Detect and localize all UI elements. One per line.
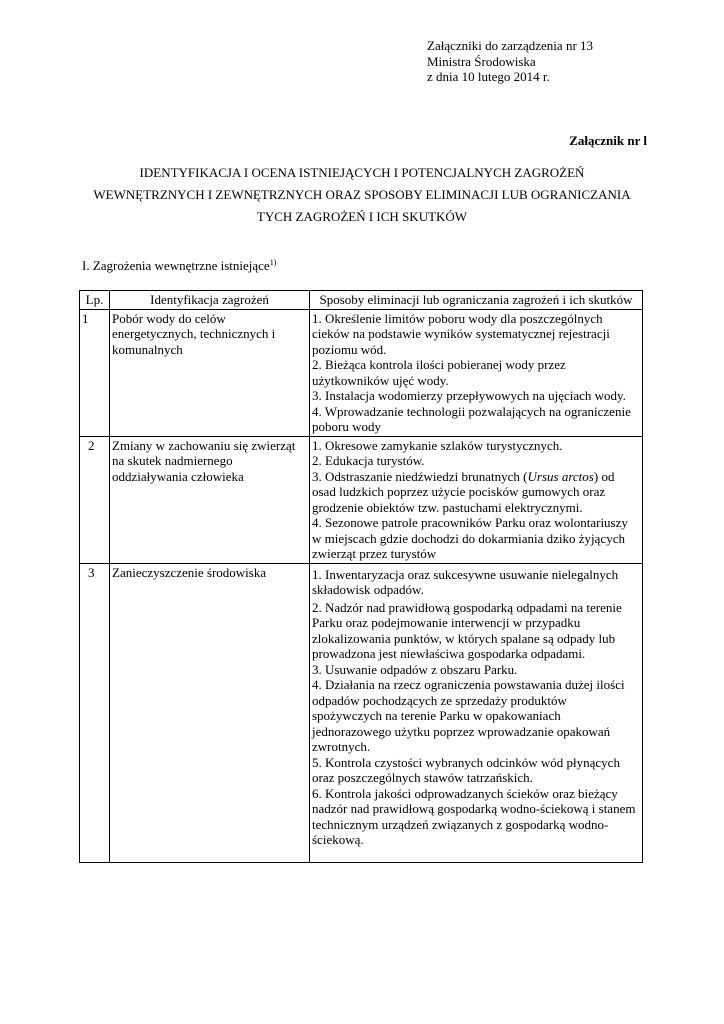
table-row <box>80 436 643 563</box>
measure-item: 4. Działania na rzecz ograniczenia powstawania dużej ilości odpadów pochodzących ze sprzedaży produktów spożywczych na terenie Parku w opakowaniach jednorazowego użytku poprzez wprowadzanie opakowań zwrotnych. <box>312 677 625 754</box>
measure-item: 5. Kontrola czystości wybranych odcinków wód płynących oraz poszczególnych stawów tatrzańskich. <box>312 754 620 785</box>
measure-item: 2. Edukacja turystów. <box>312 453 425 468</box>
threats-table <box>79 290 643 863</box>
measure-item: 2. Bieżąca kontrola ilości pobieranej wody przez użytkowników ujęć wody. <box>312 357 566 388</box>
species-name: Ursus arctos <box>527 468 594 484</box>
table-header-row <box>80 291 643 310</box>
title-line-2: WEWNĘTRZNYCH I ZEWNĘTRZNYCH ORAZ SPOSOBY ELIMINACJI LUB OGRANICZANIA <box>93 187 631 202</box>
column-header-identification: Identyfikacja zagrożeń <box>110 291 310 310</box>
threat-measures <box>310 563 643 862</box>
measure-item: 3. Usuwanie odpadów z obszaru Parku. <box>312 661 518 677</box>
document-title <box>60 162 664 228</box>
footnote-ref: 1) <box>269 258 277 267</box>
threat-identification: Zmiany w zachowaniu się zwierząt na skutek nadmiernego oddziaływania człowieka <box>110 436 310 563</box>
measure-text: ) od osad ludzkich poprzez użycie pocisków gumowych oraz grodzenie obiektów tzw. pastuchami elektrycznymi. <box>312 468 615 515</box>
measure-item: 1. Okresowe zamykanie szlaków turystycznych. <box>312 437 563 453</box>
column-header-measures: Sposoby eliminacji lub ograniczania zagrożeń i ich skutków <box>310 291 643 310</box>
measure-item <box>312 469 640 516</box>
measure-item: 4. Wprowadzanie technologii pozwalających na ograniczenie poboru wody <box>312 403 631 434</box>
measure-item: 1. Określenie limitów poboru wody dla poszczególnych cieków na podstawie wyników systematycznej rejestracji poziomu wód. <box>312 310 610 357</box>
row-number: 3 <box>80 563 110 862</box>
row-number: 2 <box>80 436 110 563</box>
measure-item: 2. Nadzór nad prawidłową gospodarką odpadami na terenie Parku oraz podejmowanie interwencji w przypadku zlokalizowania punktów, w których spalane są odpady lub prowadzona jest niewłaściwa gospodarka odpadami. <box>312 599 622 661</box>
table-row <box>80 563 643 862</box>
threat-identification: Zanieczyszczenie środowiska <box>110 563 310 862</box>
column-header-lp: Lp. <box>80 291 110 310</box>
measure-item: 3. Instalacja wodomierzy przepływowych na ujęciach wody. <box>312 388 626 403</box>
measure-item: 4. Sezonowe patrole pracowników Parku oraz wolontariuszy w miejscach gdzie dochodzi do dokarmiania dziko żyjących zwierząt przez turystów <box>312 515 628 561</box>
threat-measures <box>310 436 643 563</box>
document-header <box>427 38 687 85</box>
measure-item: 6. Kontrola jakości odprowadzanych ścieków oraz bieżący nadzór nad prawidłową gospodarką wodno-ściekową i stanem technicznym urządzeń związanych z gospodarką wodno-ściekową. <box>312 785 636 847</box>
row-number: 1 <box>80 309 110 436</box>
annex-label: Załącznik nr l <box>569 133 647 148</box>
table-row <box>80 309 643 436</box>
section-heading-text: I. Zagrożenia wewnętrzne istniejące <box>82 258 270 273</box>
threat-measures <box>310 309 643 436</box>
threat-identification: Pobór wody do celów energetycznych, technicznych i komunalnych <box>110 309 310 436</box>
header-line-ministry: Ministra Środowiska <box>427 53 536 69</box>
title-line-1: IDENTYFIKACJA I OCENA ISTNIEJĄCYCH I POTENCJALNYCH ZAGROŻEŃ <box>139 165 585 180</box>
measure-item: 1. Inwentaryzacja oraz sukcesywne usuwanie nielegalnych składowisk odpadów. <box>312 566 619 597</box>
header-line-regulation: Załączniki do zarządzenia nr 13 <box>427 38 594 53</box>
title-line-3: TYCH ZAGROŻEŃ I ICH SKUTKÓW <box>256 209 468 224</box>
header-line-date: z dnia 10 lutego 2014 r. <box>427 69 550 84</box>
section-heading <box>82 258 276 274</box>
measure-text: 3. Odstraszanie niedźwiedzi brunatnych ( <box>312 468 528 484</box>
